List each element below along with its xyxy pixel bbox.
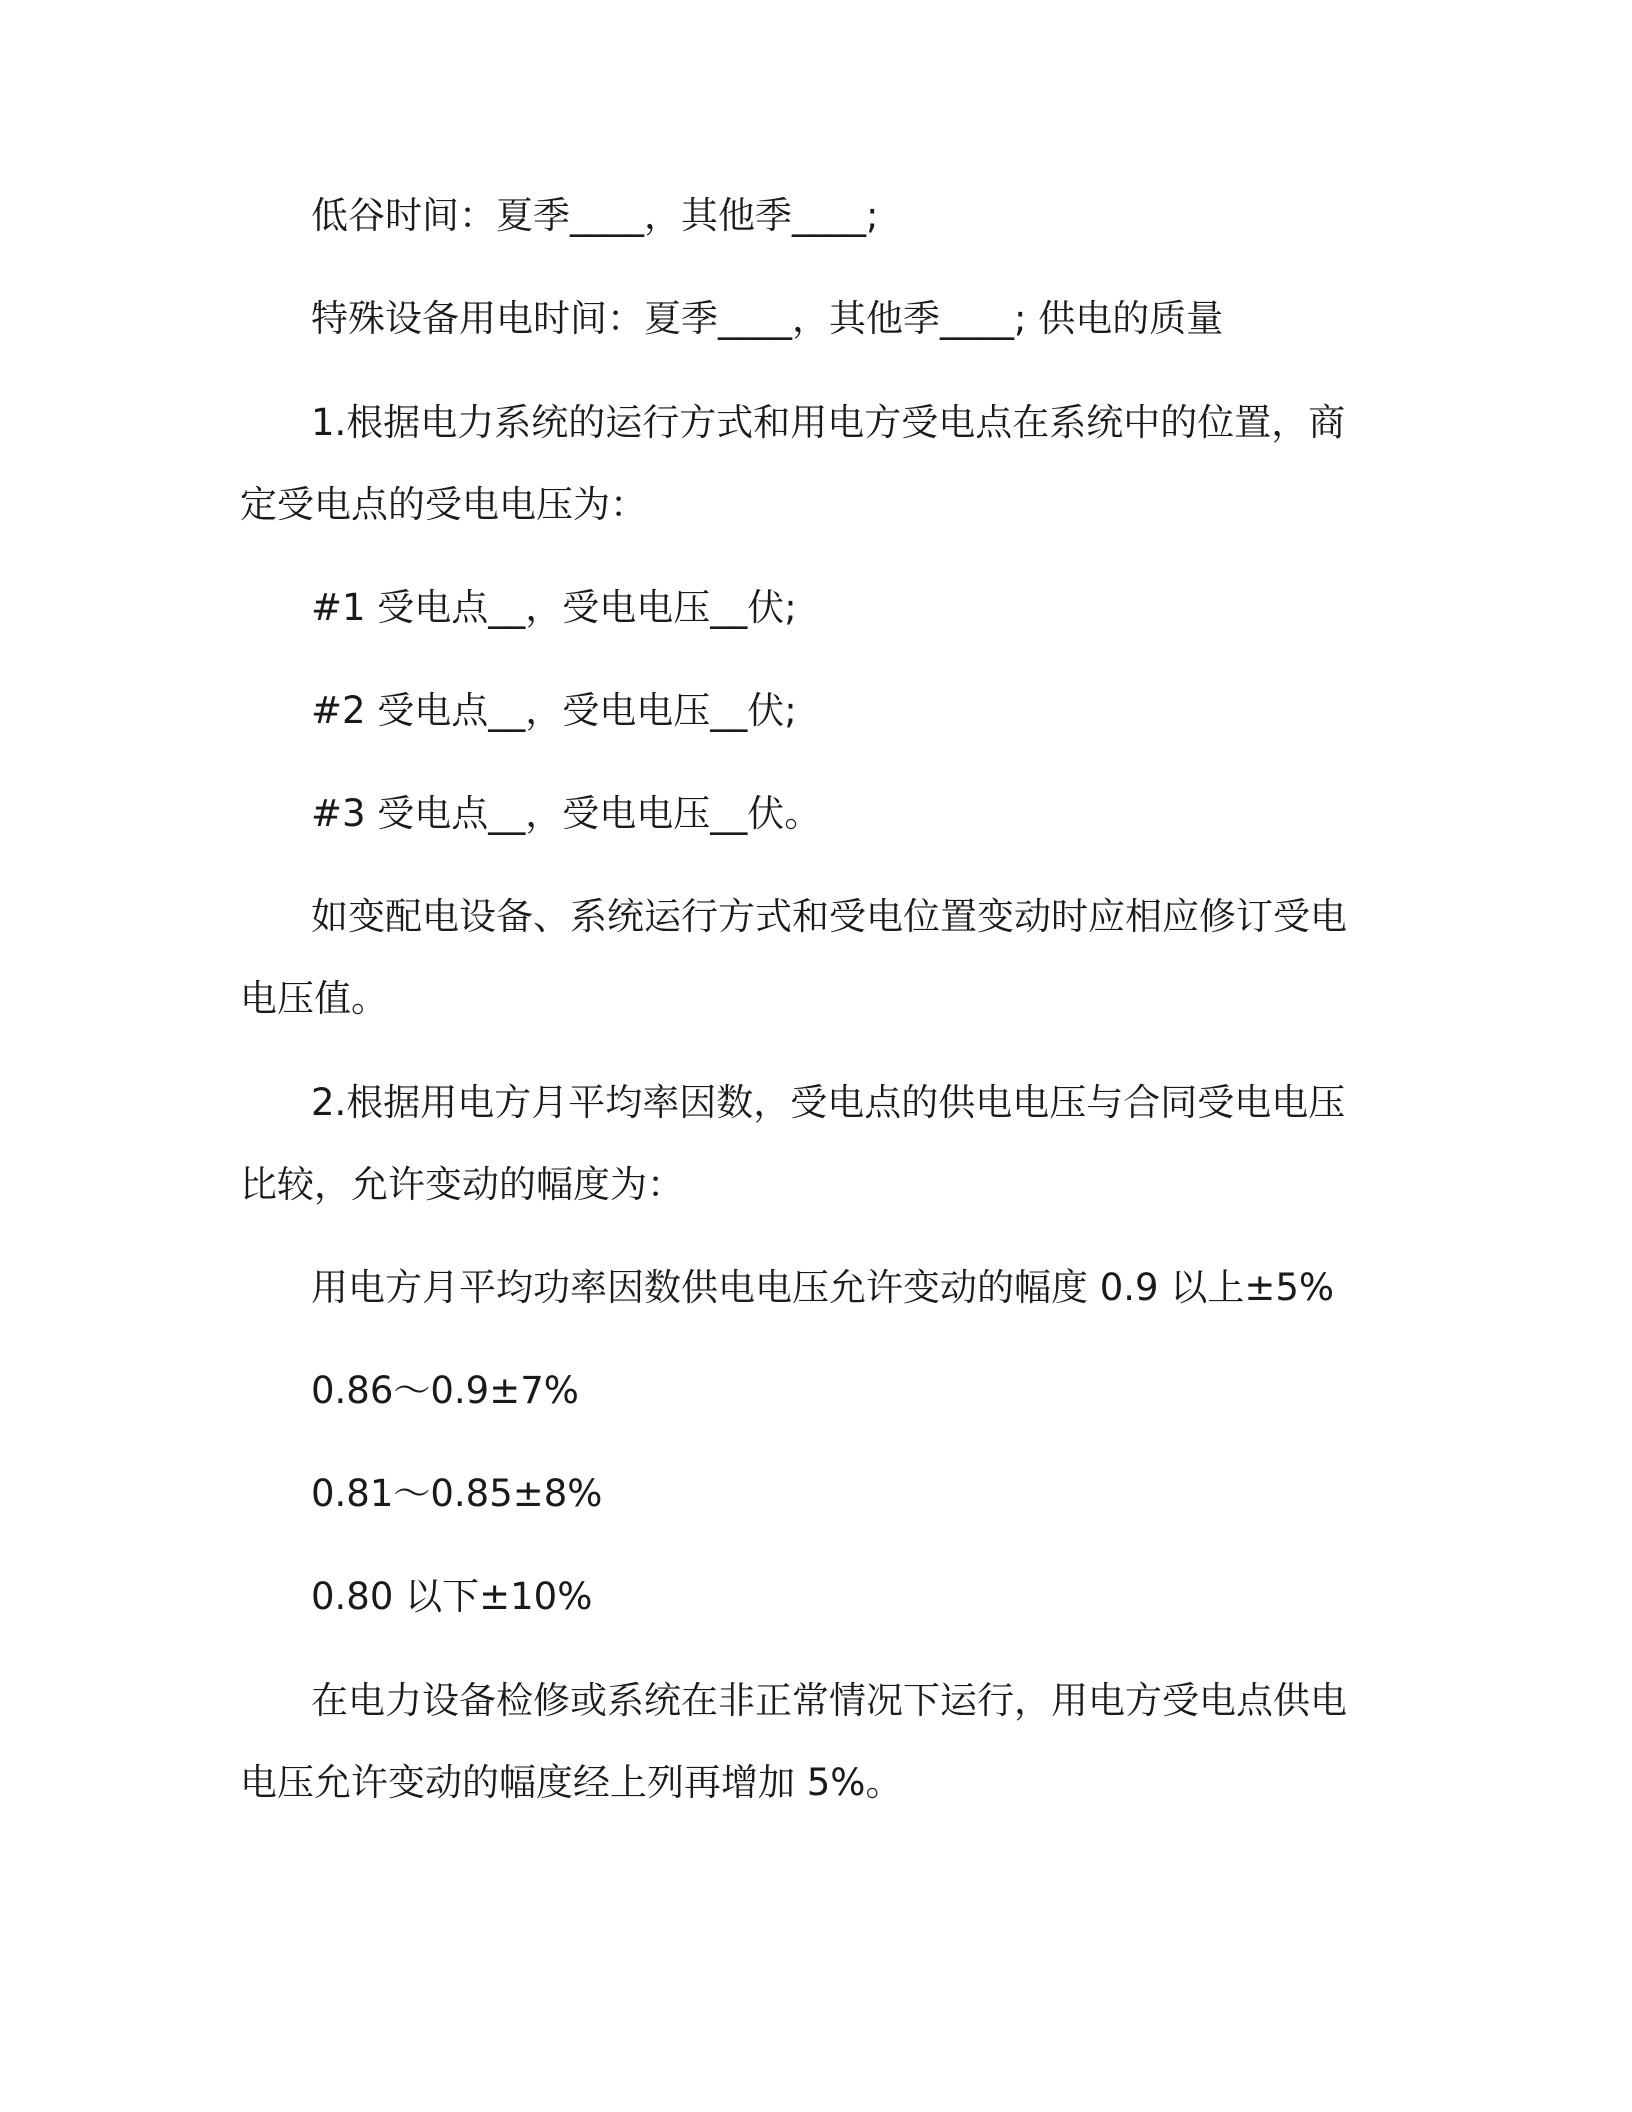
text-line-clause-1-start: 1.根据电力系统的运行方式和用电方受电点在系统中的位置，商 xyxy=(311,401,1346,444)
text-line-maintenance-note: 在电力设备检修或系统在非正常情况下运行，用电方受电点供电 xyxy=(311,1679,1347,1722)
text-line-point-1: #1 受电点__，受电电压__伏; xyxy=(311,586,797,629)
text-line-revision-note-continued: 电压值。 xyxy=(240,977,388,1020)
text-line-special-equipment-time: 特殊设备用电时间：夏季____，其他季____; 供电的质量 xyxy=(311,297,1224,340)
text-line-low-valley-time: 低谷时间：夏季____，其他季____; xyxy=(311,194,879,237)
text-line-factor-table-header: 用电方月平均功率因数供电电压允许变动的幅度 0.9 以上±5% xyxy=(311,1266,1335,1309)
text-line-revision-note: 如变配电设备、系统运行方式和受电位置变动时应相应修订受电 xyxy=(311,895,1347,938)
text-line-factor-range-2: 0.81～0.85±8% xyxy=(311,1472,603,1515)
text-line-point-3: #3 受电点__，受电电压__伏。 xyxy=(311,792,822,835)
text-line-point-2: #2 受电点__，受电电压__伏; xyxy=(311,689,797,732)
text-line-clause-2-continued: 比较，允许变动的幅度为： xyxy=(240,1163,684,1206)
text-line-factor-range-3: 0.80 以下±10% xyxy=(311,1575,593,1618)
text-line-factor-range-1: 0.86～0.9±7% xyxy=(311,1369,579,1412)
text-line-clause-2-start: 2.根据用电方月平均率因数，受电点的供电电压与合同受电电压 xyxy=(311,1081,1346,1124)
text-line-maintenance-note-continued: 电压允许变动的幅度经上列再增加 5%。 xyxy=(240,1761,903,1804)
text-line-clause-1-continued: 定受电点的受电电压为： xyxy=(240,483,647,526)
